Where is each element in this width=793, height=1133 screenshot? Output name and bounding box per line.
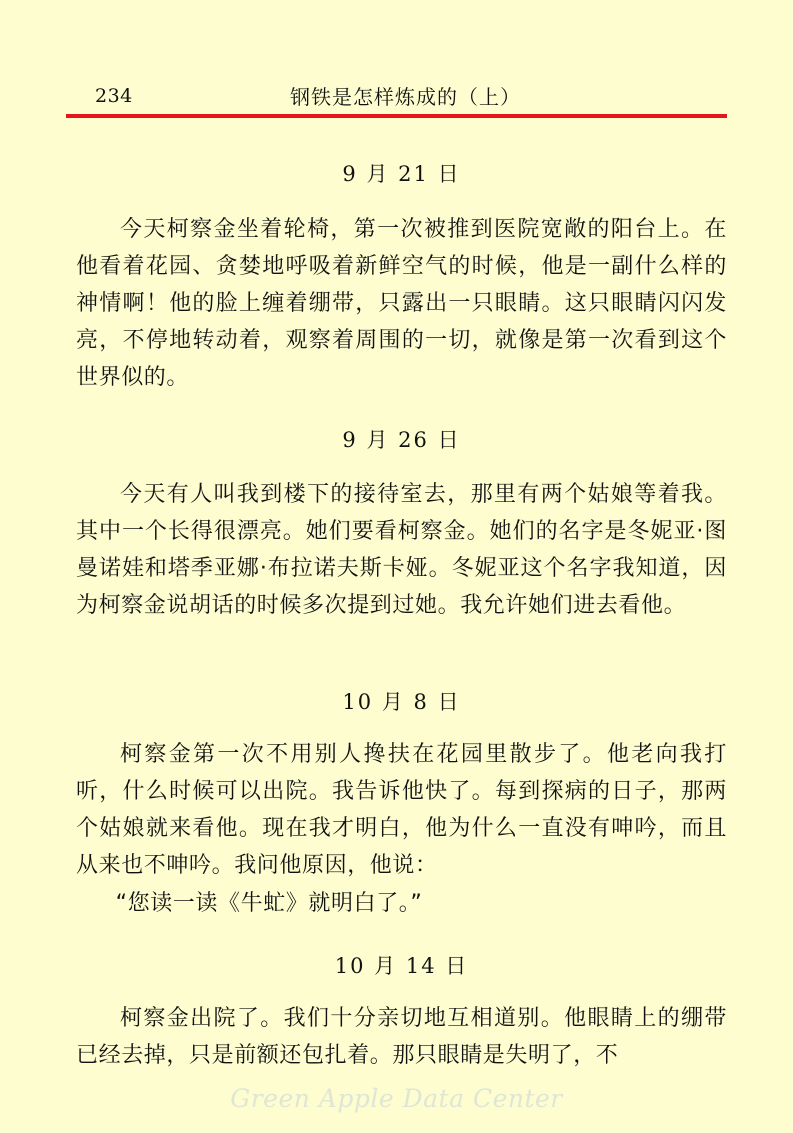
entry-date [76,424,727,454]
watermark: Green Apple Data Center [230,1084,563,1113]
date-day-word: 日 [445,954,469,978]
date-day-number: 14 [405,954,437,978]
date-month-word: 月 [374,954,398,978]
header-rule [66,114,727,118]
entry-paragraph-quote: “您读一读《牛虻》就明白了。” [115,891,423,916]
date-month-number: 10 [342,690,374,714]
entry-paragraph: 今天有人叫我到楼下的接待室去，那里有两个姑娘等着我。其中一个长得很漂亮。她们要看柯察金。她们的名字是冬妮亚·图曼诺娃和塔季亚娜·布拉诺夫斯卡娅。冬妮亚这个名字我知道，因为柯察金说胡话的时候多次提到过她。我允许她们进去看他。 [76,482,727,618]
running-title: 钢铁是怎样炼成的（上） [290,85,521,109]
date-day-word: 日 [437,690,461,714]
date-month-word: 月 [366,428,390,452]
entry-date [76,158,727,188]
date-day-number: 21 [398,162,429,186]
date-month-number: 9 [342,162,358,186]
entry-date [76,950,727,980]
date-month-word: 月 [366,162,390,186]
page-number: 234 [95,85,133,107]
entry-paragraph: 柯察金第一次不用别人搀扶在花园里散步了。他老向我打听，什么时候可以出院。我告诉他快了。每到探病的日子，那两个姑娘就来看他。现在我才明白，他为什么一直没有呻吟，而且从来也不呻吟。我问他原因，他说： [76,742,727,878]
date-day-number: 26 [398,428,429,452]
entry-paragraph: 今天柯察金坐着轮椅，第一次被推到医院宽敞的阳台上。在他看着花园、贪婪地呼吸着新鲜空气的时候，他是一副什么样的神情啊！他的脸上缠着绷带，只露出一只眼睛。这只眼睛闪闪发亮，不停地转动着，观察着周围的一切，就像是第一次看到这个世界似的。 [76,217,727,390]
entry-date [76,686,727,716]
date-month-number: 9 [342,428,358,452]
date-month-word: 月 [381,690,405,714]
date-day-word: 日 [437,428,461,452]
date-day-word: 日 [437,162,461,186]
entry-paragraph: 柯察金出院了。我们十分亲切地互相道别。他眼睛上的绷带已经去掉，只是前额还包扎着。那只眼睛是失明了，不 [76,1006,727,1068]
date-month-number: 10 [334,954,366,978]
date-day-number: 8 [413,690,429,714]
